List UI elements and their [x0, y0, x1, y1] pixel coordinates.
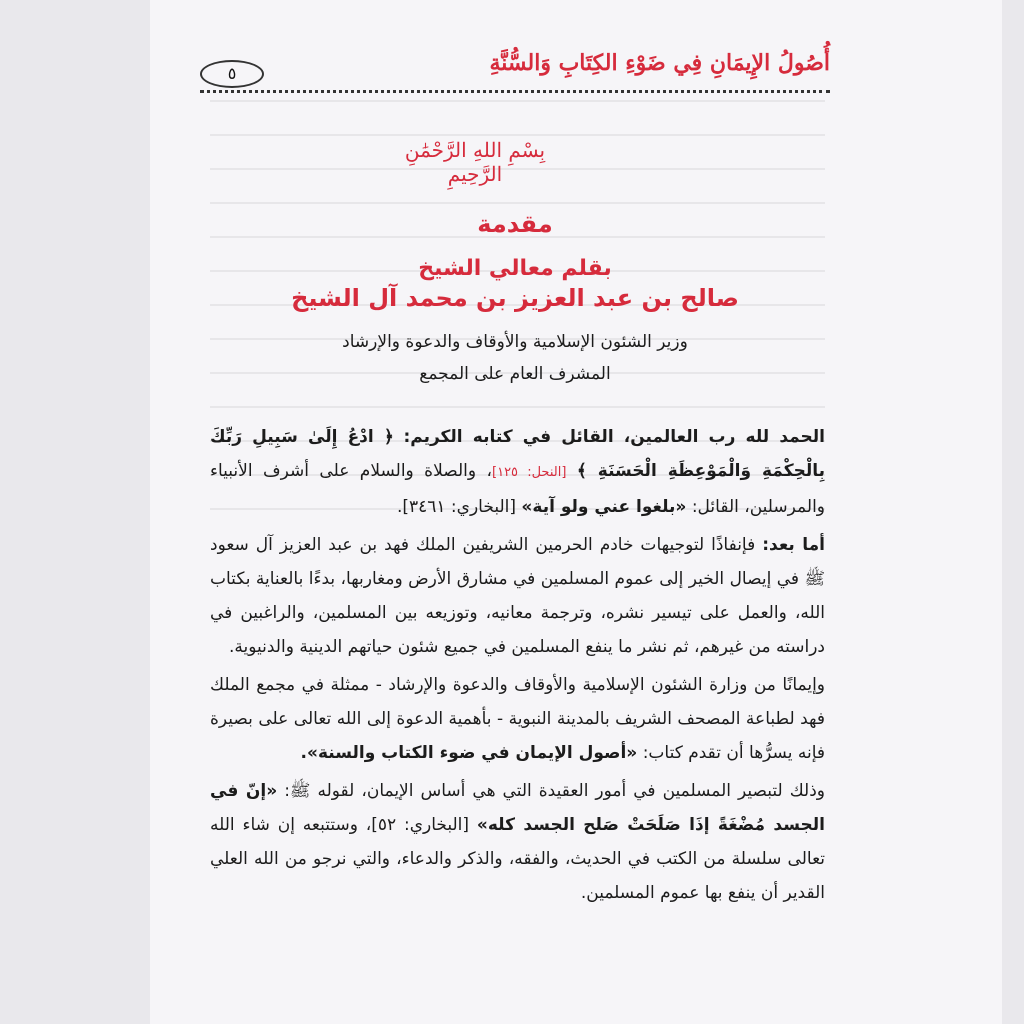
- header-divider: [200, 90, 830, 93]
- quran-verse: ﴿ ادْعُ إِلَىٰ سَبِيلِ رَبِّكَ بِالْحِكْمَةِ وَالْمَوْعِظَةِ الْحَسَنَةِ ﴾: [210, 427, 825, 481]
- paragraph-2: [210, 528, 825, 664]
- book-name: «أصول الإيمان في ضوء الكتاب والسنة».: [300, 743, 638, 763]
- p2-text: فإنفاذًا لتوجيهات خادم الحرمين الشريفين الملك فهد بن عبد العزيز آل سعود ﷺ في إيصال الخير إلى عموم المسلمين في مشارق الأرض ومغاربها، بدءًا بالعناية بكتاب الله، والعمل على تيسير نشره، وترجمة معانيه، وتوزيعه بين المسلمين، والراغبين في دراسته من غيرهم، ثم نشر ما ينفع المسلمين في جميع شئون حياتهم الدينية والدنيوية.: [210, 535, 825, 657]
- p1-opening: الحمد لله رب العالمين، القائل في كتابه الكريم:: [403, 427, 825, 447]
- p3-text: وإيمانًا من وزارة الشئون الإسلامية والأوقاف والدعوة والإرشاد - ممثلة في مجمع الملك فهد لطباعة المصحف الشريف بالمدينة النبوية - بأهمية الدعوة إلى الله تعالى على بصيرة فإنه يسرُّها أن تقدم كتاب:: [210, 675, 825, 763]
- page-number: ٥: [200, 60, 264, 88]
- p1-continuation: ، والصلاة والسلام على أشرف الأنبياء والمرسلين، القائل:: [210, 461, 825, 517]
- page-header: [200, 50, 830, 98]
- verse-reference: [النحل: ١٢٥]: [492, 465, 567, 480]
- author-position: وزير الشئون الإسلامية والأوقاف والدعوة والإرشاد: [342, 332, 688, 352]
- p2-lead: أما بعد:: [762, 535, 825, 555]
- paragraph-3: [210, 668, 825, 770]
- p4-start: وذلك لتبصير المسلمين في أمور العقيدة التي هي أساس الإيمان، لقوله ﷺ:: [284, 781, 825, 801]
- hadith-source: [البخاري: ٣٤٦١].: [396, 497, 516, 517]
- intro-heading: مقدمة: [477, 210, 553, 238]
- byline-heading: بقلم معالي الشيخ: [418, 256, 612, 281]
- paragraph-1: [210, 420, 825, 524]
- basmala: بِسْمِ اللهِ الرَّحْمَٰنِ الرَّحِيمِ: [404, 138, 546, 186]
- body-text: [210, 420, 825, 914]
- hadith-quote-2: «إنّ في الجسد مُضْغَةً إذَا صَلَحَتْ صَلح الجسد كله»: [210, 781, 826, 835]
- hadith-quote: «بلغوا عني ولو آية»: [521, 497, 687, 517]
- author-name: صالح بن عبد العزيز بن محمد آل الشيخ: [291, 284, 739, 312]
- paragraph-4: [210, 774, 825, 910]
- running-title: أُصُولُ الإِيمَانِ فِي ضَوْءِ الكِتَابِ وَالسُّنَّةِ: [489, 50, 830, 76]
- author-supervisor-role: المشرف العام على المجمع: [419, 364, 611, 384]
- p4-rest: [البخاري: ٥٢]، وستتبعه إن شاء الله تعالى سلسلة من الكتب في الحديث، والفقه، والذكر والدعاء، والتي نرجو من الله العلي القدير أن ينفع بها عموم المسلمين.: [210, 815, 825, 903]
